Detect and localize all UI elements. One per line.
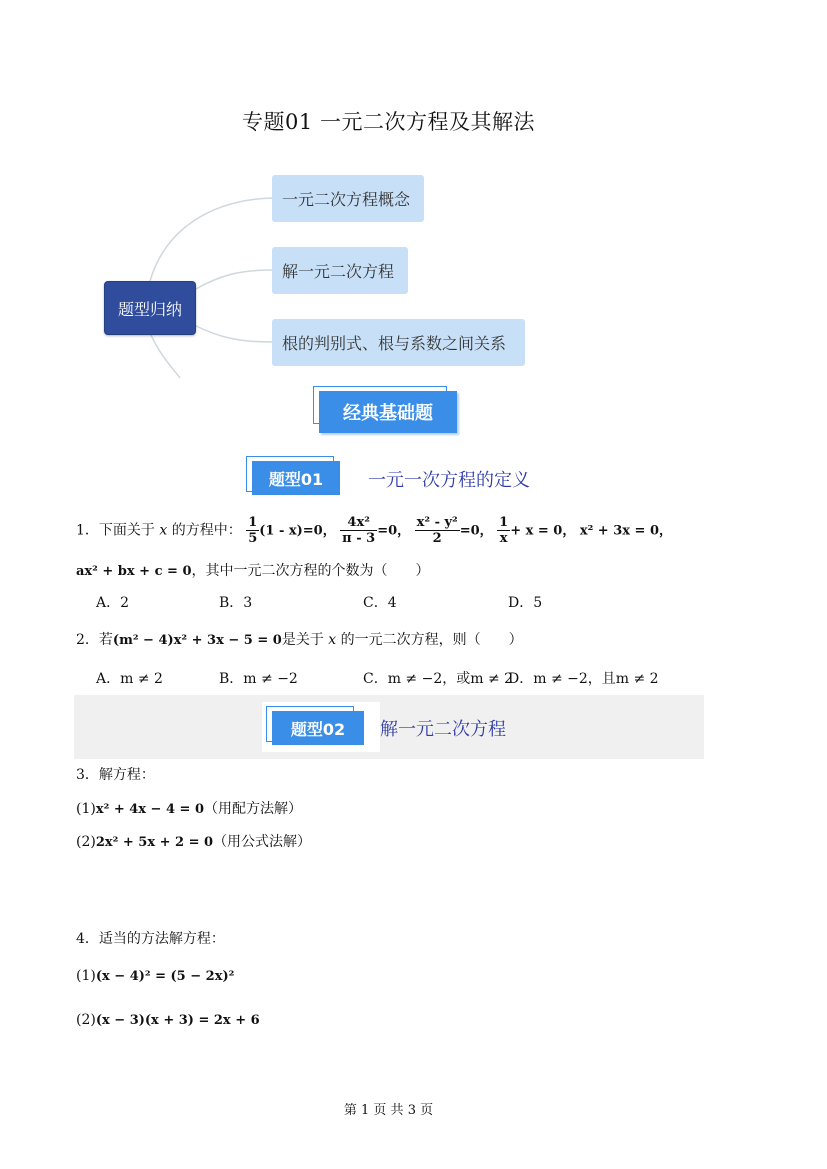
q1-frac3: $\frac{\text{x² - y²}}{2}$	[416, 515, 458, 546]
type1-title: 一元一次方程的定义	[368, 470, 530, 491]
q1-var: x	[159, 522, 168, 539]
section-banner: 经典基础题	[319, 391, 457, 433]
type2-title: 解一元二次方程	[380, 719, 506, 740]
q1-line1	[76, 515, 672, 546]
type2-tag: 题型02	[272, 711, 364, 745]
q2-line	[76, 630, 523, 651]
q1-eq1-rest: (1 - x)=0，	[259, 523, 336, 539]
q3-part1-note: （用配方法解）	[204, 801, 303, 817]
q3-stem: 3．解方程：	[76, 767, 155, 783]
mindmap-node-concept: 一元二次方程概念	[272, 175, 424, 222]
q1-eq4-rest: + x = 0，	[510, 523, 576, 539]
q1-eq2-rest: =0，	[377, 523, 411, 539]
type1-tag: 题型01	[252, 461, 340, 495]
q1-line2-text: ，其中一元二次方程的个数为（ ）	[191, 563, 430, 579]
q1-frac4: $\frac{1}{x}$	[499, 515, 509, 546]
q3-part2: (2)2x² + 5x + 2 = 0（用公式法解）	[76, 834, 312, 850]
q3-part1: (1)x² + 4x − 4 = 0（用配方法解）	[76, 801, 303, 817]
q2-option-d: D．m ≠ −2，且m ≠ 2	[508, 671, 659, 687]
q4-part1: (1)(x − 4)² = (5 − 2x)²	[76, 968, 235, 984]
q1-prefix: 1．下面关于	[76, 522, 155, 539]
mindmap-node-discriminant: 根的判别式、根与系数之间关系	[272, 319, 525, 366]
q1-option-d: D．5	[508, 595, 543, 611]
mindmap-node-solve: 解一元二次方程	[272, 247, 408, 294]
q3-part2-note: （用公式法解）	[213, 834, 312, 850]
q4-stem: 4．适当的方法解方程：	[76, 931, 225, 947]
q2-text1: 是关于	[281, 632, 324, 648]
q2-option-a: A．m ≠ 2	[96, 671, 163, 687]
q2-math: (m² − 4)x² + 3x − 5 = 0	[112, 633, 282, 648]
q2-text2: 的一元二次方程，则（ ）	[340, 632, 523, 648]
mindmap-root: 题型归纳	[104, 281, 196, 335]
q1-line2	[76, 561, 430, 582]
page-footer: 第 1 页 共 3 页	[343, 1103, 434, 1118]
page-title: 专题01 一元二次方程及其解法	[242, 110, 535, 134]
q1-mid: 的方程中：	[171, 522, 242, 539]
q3-part2-math: 2x² + 5x + 2 = 0	[95, 835, 214, 850]
q3-part1-math: x² + 4x − 4 = 0	[95, 802, 205, 817]
q1-option-c: C．4	[363, 595, 397, 611]
q2-var: x	[328, 632, 337, 648]
q1-option-b: B．3	[219, 595, 253, 611]
q2-option-b: B．m ≠ −2	[219, 671, 298, 687]
q1-frac2: $\frac{\text{4x²}}{\pi - 3}$	[342, 515, 376, 546]
q1-eq6: ax² + bx + c = 0	[76, 564, 192, 579]
q1-option-a: A．2	[96, 595, 130, 611]
q2-prefix: 2．若	[76, 632, 113, 648]
q4-part2-math: (x − 3)(x + 3) = 2x + 6	[95, 1013, 260, 1028]
q4-part1-math: (x − 4)² = (5 − 2x)²	[95, 969, 235, 984]
q4-part2: (2)(x − 3)(x + 3) = 2x + 6	[76, 1012, 260, 1028]
q1-eq5: x² + 3x = 0，	[579, 523, 672, 539]
q1-frac1: $\frac{1}{5}$	[248, 515, 258, 546]
q1-eq3-rest: =0，	[459, 523, 493, 539]
q2-option-c: C．m ≠ −2，或m ≠ 2	[363, 671, 514, 687]
